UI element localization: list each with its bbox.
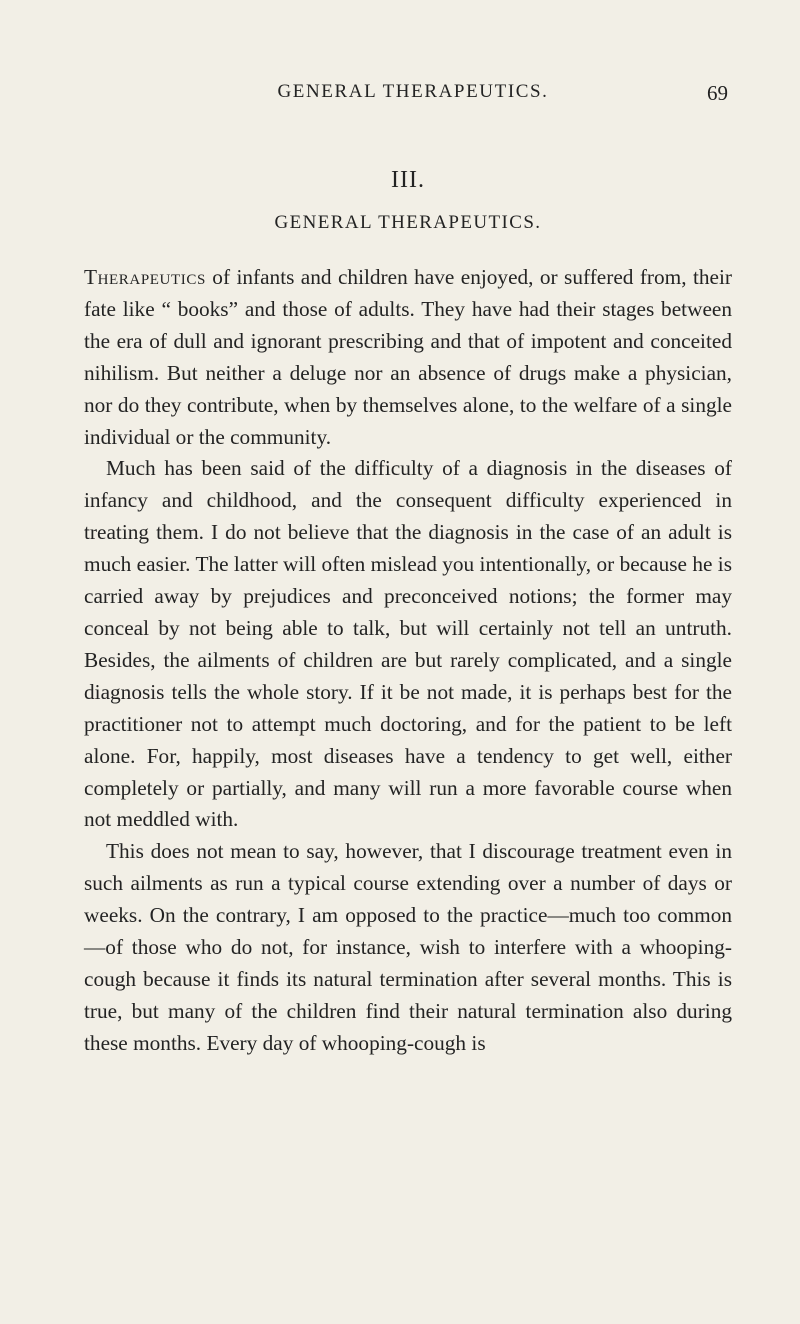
- paragraph-2-text: Much has been said of the difficulty of a diagnosis in the diseases of infancy and childhood, and the consequent difficulty experienced in treating them. I do not believe that the diagnosis in the case of an adult is much easier. The latter will often mislead you intentionally, or because he is carried away by prejudices and preconceived notions; the former may conceal by not being able to talk, but will certainly not tell an untruth. Besides, the ailments of children are but rarely complicated, and a single diagnosis tells the whole story. If it be not made, it is perhaps best for the practitioner not to attempt much doctoring, and for the patient to be left alone. For, happily, most diseases have a tendency to get well, either completely or partially, and many will run a more favorable course when not meddled with.: [84, 456, 732, 832]
- paragraph-2: [84, 453, 732, 836]
- chapter-title: GENERAL THERAPEUTICS.: [274, 212, 542, 233]
- running-head: [84, 81, 732, 111]
- body-text: [84, 262, 732, 1060]
- paragraph-1-lead-word: Therapeutics: [84, 265, 206, 289]
- paragraph-1-text: of infants and children have enjoyed, or suffered from, their fate like “ books” and those of adults. They have had their stages between the era of dull and ignorant prescribing and that of impotent and conceited nihilism. But neither a deluge nor an absence of drugs make a physician, nor do they contribute, when by themselves alone, to the welfare of a single individual or the community.: [84, 265, 732, 449]
- paragraph-1: [84, 262, 732, 453]
- paragraph-3: [84, 836, 732, 1059]
- page-number: 69: [707, 81, 728, 105]
- paragraph-3-text: This does not mean to say, however, that I discourage treatment even in such ailments as run a typical course extending over a number of days or weeks. On the contrary, I am opposed to the practice—much too common—of those who do not, for instance, wish to interfere with a whooping-cough because it finds its natural termination after several months. This is true, but many of the children find their natural termination also during these months. Every day of whooping-cough is: [84, 839, 732, 1055]
- running-head-title: GENERAL THERAPEUTICS.: [277, 81, 549, 102]
- book-page: [0, 81, 800, 1324]
- chapter-number: III.: [391, 167, 425, 193]
